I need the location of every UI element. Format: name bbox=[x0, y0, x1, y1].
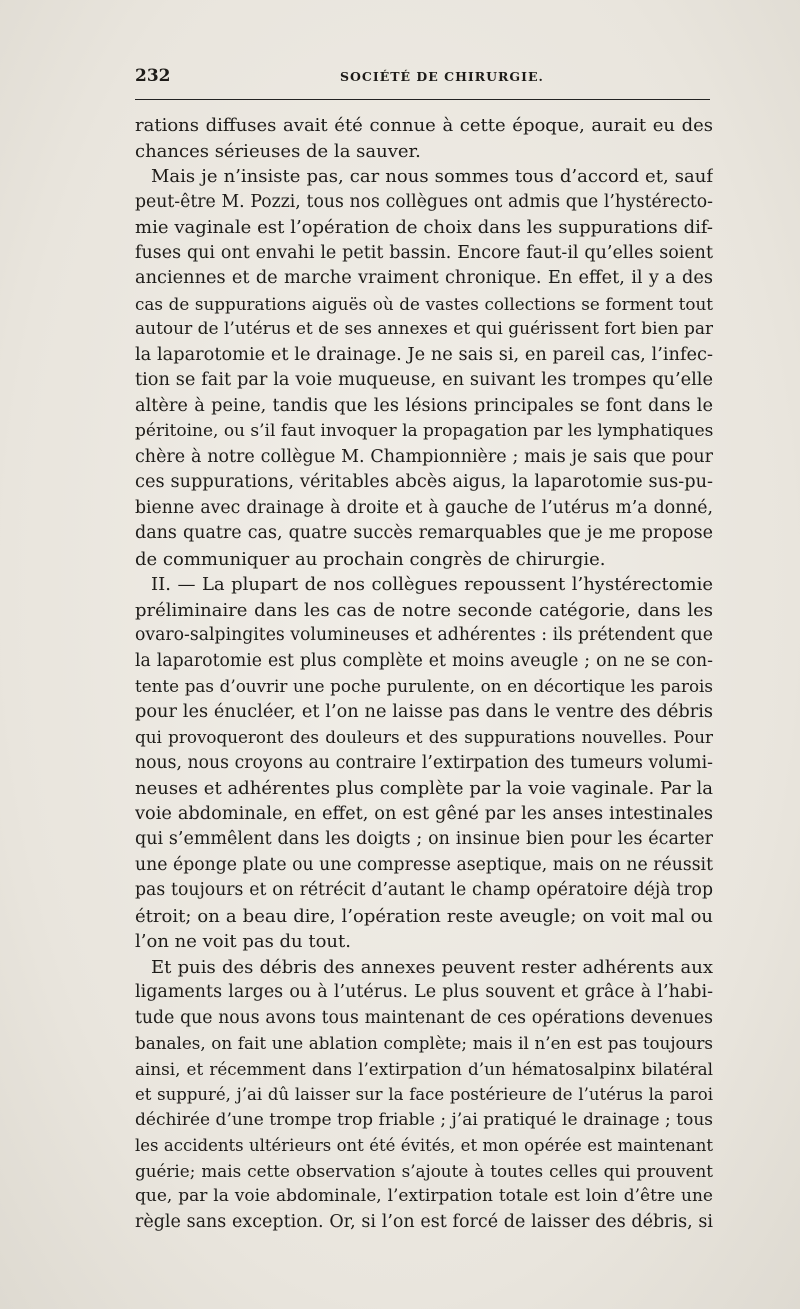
text-line: ovaro-salpingites volumineuses et adhérentes : ils prétendent que bbox=[135, 625, 713, 645]
text-line: ligaments larges ou à l’utérus. Le plus souvent et grâce à l’habi- bbox=[135, 982, 713, 1002]
text-line: de communiquer au prochain congrès de chirurgie. bbox=[135, 548, 606, 570]
text-line: tude que nous avons tous maintenant de ces opérations devenues bbox=[135, 1007, 713, 1028]
text-line: préliminaire dans les cas de notre seconde catégorie, dans les bbox=[135, 599, 713, 621]
text-line: dans quatre cas, quatre succès remarquables que je me propose bbox=[135, 523, 713, 543]
text-line: déchirée d’une trompe trop friable ; j’ai pratiqué le drainage ; tous bbox=[135, 1109, 713, 1130]
text-line: neuses et adhérentes plus complète par la voie vaginale. Par la bbox=[135, 778, 713, 799]
text-line: nous, nous croyons au contraire l’extirpation des tumeurs volumi- bbox=[135, 752, 713, 773]
text-line: peut-être M. Pozzi, tous nos collègues ont admis que l’hystérecto- bbox=[135, 191, 713, 212]
text-line: la laparotomie et le drainage. Je ne sais si, en pareil cas, l’infec- bbox=[135, 344, 713, 365]
text-line: pour les énucléer, et l’on ne laisse pas dans le ventre des débris bbox=[135, 701, 713, 722]
text-line: ces suppurations, véritables abcès aigus, la laparotomie sus-pu- bbox=[135, 472, 713, 492]
header-rule bbox=[135, 99, 710, 100]
text-line: tente pas d’ouvrir une poche purulente, on en décortique les parois bbox=[135, 676, 713, 696]
text-line: Et puis des débris des annexes peuvent rester adhérents aux bbox=[151, 956, 713, 978]
text-line: bienne avec drainage à droite et à gauche de l’utérus m’a donné, bbox=[135, 497, 713, 518]
text-line: la laparotomie est plus complète et moins aveugle ; on ne se con- bbox=[135, 650, 713, 671]
text-line: qui provoqueront des douleurs et des suppurations nouvelles. Pour bbox=[135, 727, 713, 747]
text-line: règle sans exception. Or, si l’on est forcé de laisser des débris, si bbox=[135, 1211, 713, 1232]
text-line: chère à notre collègue M. Championnière ; mais je sais que pour bbox=[135, 446, 713, 467]
text-line: chances sérieuses de la sauver. bbox=[135, 140, 421, 162]
text-line: pas toujours et on rétrécit d’autant le champ opératoire déjà trop bbox=[135, 880, 713, 900]
text-line: tion se fait par la voie muqueuse, en suivant les trompes qu’elle bbox=[135, 370, 713, 390]
text-line: rations diffuses avait été connue à cette époque, aurait eu des bbox=[135, 115, 713, 136]
text-line: Mais je n’insiste pas, car nous sommes tous d’accord et, sauf bbox=[151, 166, 713, 187]
text-line: une éponge plate ou une compresse aseptique, mais on ne réussit bbox=[135, 854, 713, 875]
text-line: étroit; on a beau dire, l’opération reste aveugle; on voit mal ou bbox=[135, 905, 713, 927]
text-line: guérie; mais cette observation s’ajoute à toutes celles qui prouvent bbox=[135, 1160, 713, 1181]
body-text bbox=[135, 113, 713, 1235]
page-number: 232 bbox=[135, 66, 171, 86]
text-line: et suppuré, j’ai dû laisser sur la face postérieure de l’utérus la paroi bbox=[135, 1085, 713, 1104]
text-line: banales, on fait une ablation complète; mais il n’en est pas toujours bbox=[135, 1033, 713, 1053]
text-line: anciennes et de marche vraiment chronique. En effet, il y a des bbox=[135, 268, 713, 288]
page-header bbox=[135, 66, 710, 96]
text-line: fuses qui ont envahi le petit bassin. Encore faut-il qu’elles soient bbox=[135, 242, 713, 263]
text-line: l’on ne voit pas du tout. bbox=[135, 931, 351, 952]
text-line: péritoine, ou s’il faut invoquer la propagation par les lymphatiques bbox=[135, 421, 713, 441]
text-line: II. — La plupart de nos collègues repoussent l’hystérectomie bbox=[151, 574, 713, 595]
text-line: qui s’emmêlent dans les doigts ; on insinue bien pour les écarter bbox=[135, 829, 713, 849]
text-line: ainsi, et récemment dans l’extirpation d’un hématosalpinx bilatéral bbox=[135, 1058, 713, 1079]
text-line: altère à peine, tandis que les lésions principales se font dans le bbox=[135, 395, 713, 416]
text-line: cas de suppurations aiguës où de vastes collections se forment tout bbox=[135, 293, 713, 314]
text-line: les accidents ultérieurs ont été évités, et mon opérée est maintenant bbox=[135, 1136, 713, 1155]
text-line: mie vaginale est l’opération de choix dans les suppurations dif- bbox=[135, 217, 713, 238]
text-line: que, par la voie abdominale, l’extirpation totale est loin d’être une bbox=[135, 1186, 713, 1206]
text-line: voie abdominale, en effet, on est gêné par les anses intestinales bbox=[135, 803, 713, 824]
running-title: SOCIÉTÉ DE CHIRURGIE. bbox=[340, 69, 544, 84]
text-line: autour de l’utérus et de ses annexes et qui guérissent fort bien par bbox=[135, 319, 713, 339]
